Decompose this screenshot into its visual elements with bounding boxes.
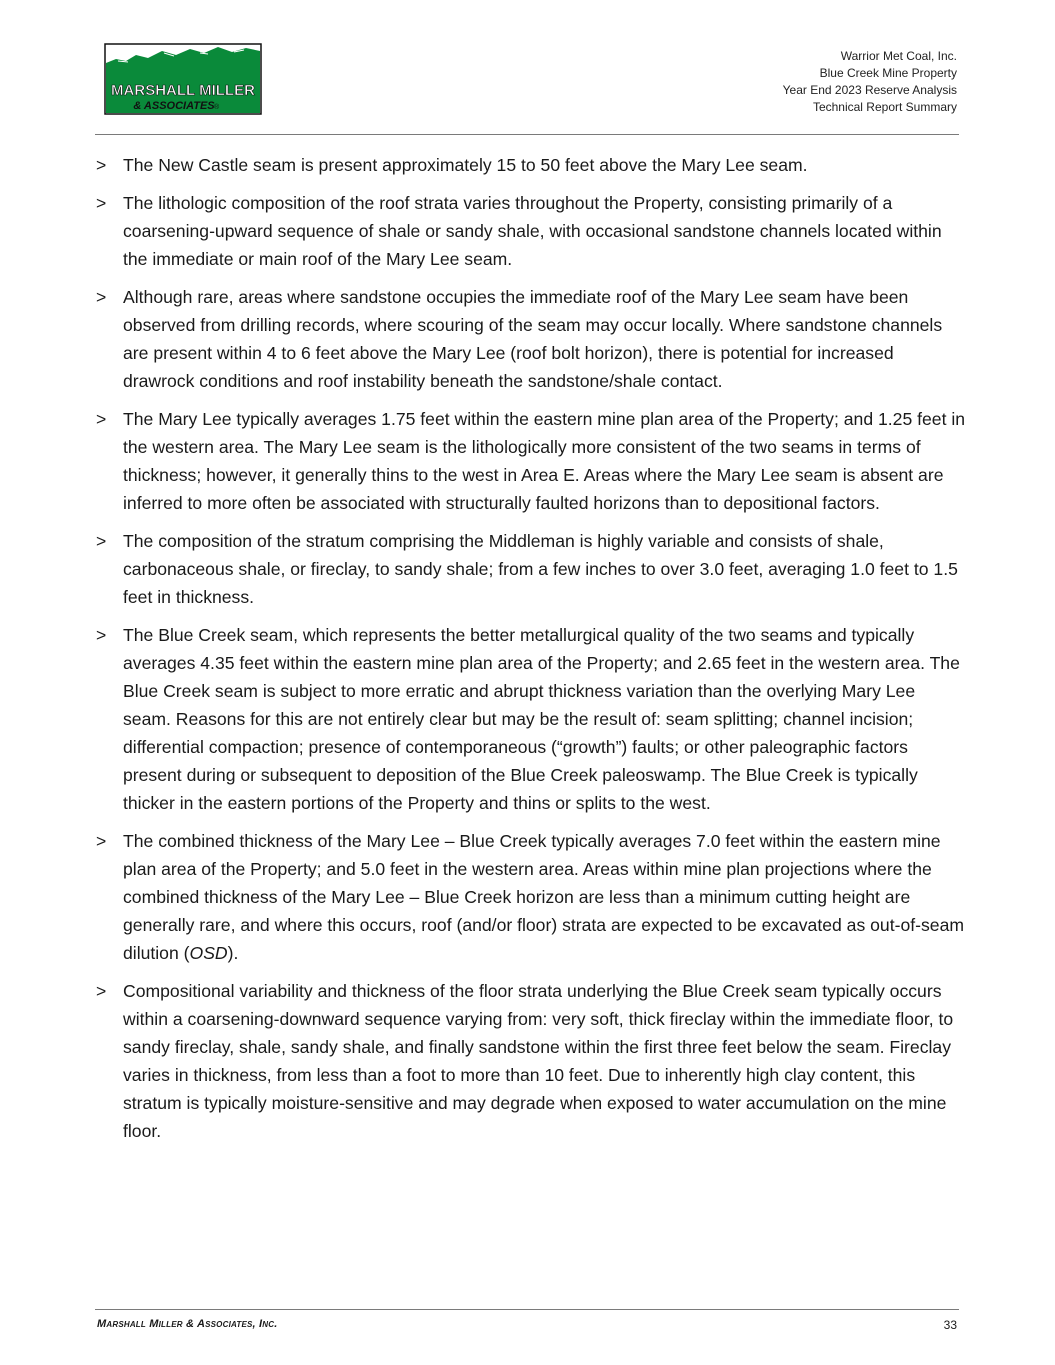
bullet-text: The lithologic composition of the roof strata varies throughout the Property, consisting primarily of a coarsening-upward sequence of shale or sandy shale, with occasional sandstone channels located within the immediate or main roof of the Mary Lee seam. <box>123 193 942 269</box>
bullet-text: The composition of the stratum comprising the Middleman is highly variable and consists of shale, carbonaceous shale, or fireclay, to sandy shale; from a few inches to over 3.0 feet, averaging 1.0 feet to 1.5 feet in thickness. <box>123 531 958 607</box>
bullet-item <box>96 189 966 273</box>
bullet-item <box>96 405 966 517</box>
bullet-marker: > <box>96 831 107 851</box>
bullet-item <box>96 621 966 817</box>
marshall-miller-logo <box>104 43 262 115</box>
header-divider <box>95 134 959 135</box>
bullet-item <box>96 527 966 611</box>
bullet-text: The New Castle seam is present approximately 15 to 50 feet above the Mary Lee seam. <box>123 155 808 175</box>
bullet-list <box>96 151 966 1155</box>
header-analysis: Year End 2023 Reserve Analysis <box>782 83 957 97</box>
bullet-marker: > <box>96 625 107 645</box>
header-company: Warrior Met Coal, Inc. <box>840 49 957 63</box>
bullet-item <box>96 827 966 967</box>
page-number: 33 <box>943 1318 957 1332</box>
bullet-text: Compositional variability and thickness of the floor strata underlying the Blue Creek seam typically occurs within a coarsening-downward sequence varying from: very soft, thick fireclay within the immediate floor, to sandy fireclay, shale, sandy shale, and finally sandstone within the first three feet below the seam. Fireclay varies in thickness, from less than a foot to more than 10 feet. Due to inherently high clay content, this stratum is typically moisture-sensitive and may degrade when exposed to water accumulation on the mine floor. <box>123 981 954 1141</box>
bullet-item <box>96 151 966 179</box>
bullet-marker: > <box>96 193 107 213</box>
logo-line2: & ASSOCIATES <box>133 100 215 112</box>
bullet-item <box>96 283 966 395</box>
footer-company: Marshall Miller & Associates, Inc. <box>97 1318 278 1330</box>
bullet-marker: > <box>96 531 107 551</box>
bullet-text-part: ). <box>227 943 239 963</box>
report-header-info <box>783 48 957 116</box>
bullet-marker: > <box>96 409 107 429</box>
bullet-text: The Mary Lee typically averages 1.75 feet within the eastern mine plan area of the Property; and 1.25 feet in the western area. The Mary Lee seam is the lithologically more consistent of the two seams in terms of thickness; however, it generally thins to the west in Area E. Areas where the Mary Lee seam is absent are inferred to more often be associated with structurally faulted horizons than to depositional factors. <box>123 409 966 513</box>
bullet-marker: > <box>96 155 107 175</box>
header-property: Blue Creek Mine Property <box>819 66 957 80</box>
bullet-text-part: The combined thickness of the Mary Lee – Blue Creek typically averages 7.0 feet within the eastern mine plan area of the Property; and 5.0 feet in the western area. Areas within mine plan projections where the combined thickness of the Mary Lee – Blue Creek horizon are less than a minimum cutting height are generally rare, and where this occurs, roof (and/or floor) strata are expected to be excavated as out-of-seam dilution ( <box>123 831 965 963</box>
header-report-type: Technical Report Summary <box>812 100 957 114</box>
logo-reg-mark: ® <box>214 104 220 111</box>
bullet-item <box>96 977 966 1145</box>
bullet-marker: > <box>96 981 107 1001</box>
bullet-marker: > <box>96 287 107 307</box>
bullet-text: The Blue Creek seam, which represents the better metallurgical quality of the two seams and typically averages 4.35 feet within the eastern mine plan area of the Property; and 2.65 feet in the western area. The Blue Creek seam is subject to more erratic and abrupt thickness variation than the overlying Mary Lee seam. Reasons for this are not entirely clear but may be the result of: seam splitting; channel incision; differential compaction; presence of contemporaneous (“growth”) faults; or other paleographic factors present during or subsequent to deposition of the Blue Creek paleoswamp. The Blue Creek is typically thicker in the eastern portions of the Property and thins or splits to the west. <box>123 625 960 813</box>
footer-divider <box>95 1309 959 1310</box>
osd-abbreviation: OSD <box>189 943 228 963</box>
bullet-text: Although rare, areas where sandstone occupies the immediate roof of the Mary Lee seam have been observed from drilling records, where scouring of the seam may occur locally. Where sandstone channels are present within 4 to 6 feet above the Mary Lee (roof bolt horizon), there is potential for increased drawrock conditions and roof instability beneath the sandstone/shale contact. <box>123 287 943 391</box>
logo-line1: MARSHALL MILLER <box>111 82 255 99</box>
